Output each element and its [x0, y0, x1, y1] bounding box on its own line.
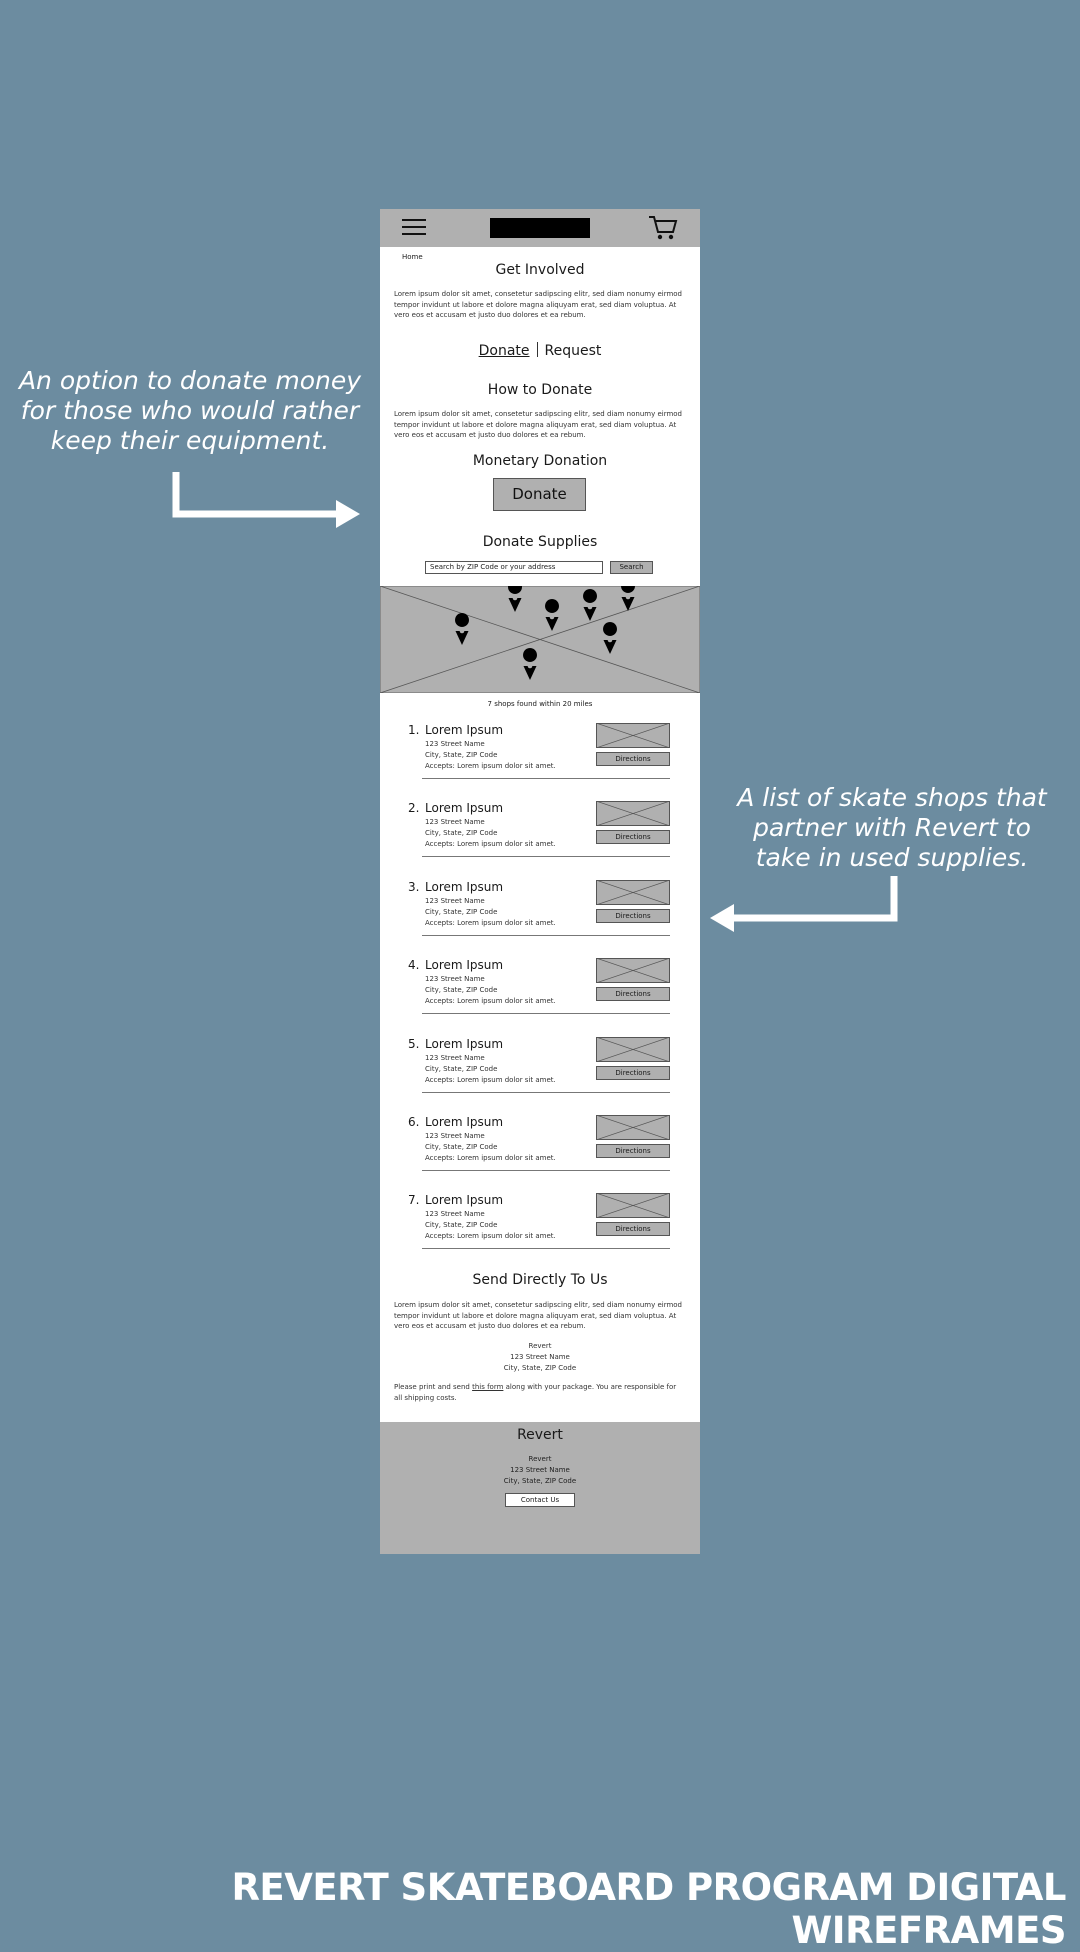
- shop-street: 123 Street Name: [425, 975, 485, 984]
- shop-divider: [422, 778, 670, 779]
- tab-divider: [537, 342, 538, 357]
- shop-list-item: [380, 801, 700, 879]
- shop-accepts: Accepts: Lorem ipsum dolor sit amet.: [425, 1232, 556, 1241]
- shop-divider: [422, 1092, 670, 1093]
- directions-button[interactable]: Directions: [596, 830, 670, 844]
- shop-image-placeholder: [596, 880, 670, 905]
- send-directly-text: Lorem ipsum dolor sit amet, consetetur sadipscing elitr, sed diam nonumy eirmod tempor invidunt ut labore et dolore magna aliquyam erat, sed diam voluptua. At vero eos et accusam et justo duo dolores et ea rebum.: [394, 1301, 682, 1330]
- shop-list-item: [380, 723, 700, 801]
- address-line: City, State, ZIP Code: [503, 1364, 577, 1372]
- shop-accepts: Accepts: Lorem ipsum dolor sit amet.: [425, 762, 556, 770]
- arrow-right-icon: [166, 470, 366, 530]
- contact-us-button[interactable]: Contact Us: [505, 1493, 575, 1507]
- shop-street: 123 Street Name: [425, 818, 485, 827]
- shop-list-item: [380, 1115, 700, 1193]
- footer-address: [380, 1454, 700, 1487]
- footer-address-line: 123 Street Name: [510, 1466, 570, 1474]
- shop-city: City, State, ZIP Code: [425, 907, 498, 916]
- shop-city: City, State, ZIP Code: [425, 986, 498, 995]
- how-to-donate-text: Lorem ipsum dolor sit amet, consetetur sadipscing elitr, sed diam nonumy eirmod tempor invidunt ut labore et dolore magna aliquyam erat, sed diam voluptua. At vero eos et accusam et justo duo dolores et ea rebum.: [394, 410, 682, 439]
- shop-street: 123 Street Name: [425, 1210, 485, 1219]
- annotation-skate-shops: A list of skate shops that partner with Revert to take in used supplies.: [737, 783, 1047, 872]
- shop-accepts: Accepts: Lorem ipsum dolor sit amet.: [425, 918, 556, 927]
- phone-wireframe: [380, 209, 700, 1554]
- shop-city: City, State, ZIP Code: [425, 829, 498, 838]
- shop-image-placeholder: [596, 801, 670, 826]
- print-note-prefix: Please print and send: [394, 1383, 473, 1391]
- directions-button[interactable]: Directions: [596, 1066, 670, 1080]
- shop-list-item: [380, 880, 700, 958]
- shop-divider: [422, 1013, 670, 1014]
- directions-button[interactable]: Directions: [596, 752, 670, 766]
- breadcrumb[interactable]: Home: [402, 253, 423, 261]
- shop-name[interactable]: Lorem Ipsum: [425, 1036, 504, 1051]
- shop-city: City, State, ZIP Code: [425, 751, 498, 759]
- footer-address-line: Revert: [528, 1455, 552, 1463]
- shop-accepts: Accepts: Lorem ipsum dolor sit amet.: [425, 997, 556, 1006]
- logo-placeholder[interactable]: [490, 218, 590, 238]
- shop-list-item: [380, 1193, 700, 1271]
- shop-number: 2.: [408, 801, 420, 816]
- hamburger-menu-icon[interactable]: [402, 219, 426, 237]
- shop-street: 123 Street Name: [425, 1131, 485, 1140]
- zip-search-input[interactable]: Search by ZIP Code or your address: [425, 561, 603, 574]
- tab-request[interactable]: Request: [544, 343, 602, 359]
- shop-name[interactable]: Lorem Ipsum: [425, 723, 504, 737]
- shop-number: 1.: [408, 723, 420, 737]
- shop-city: City, State, ZIP Code: [425, 1064, 498, 1073]
- shop-street: 123 Street Name: [425, 896, 485, 905]
- shop-street: 123 Street Name: [425, 740, 485, 748]
- footer-title: Revert: [517, 1427, 563, 1443]
- shop-name[interactable]: Lorem Ipsum: [425, 1193, 504, 1208]
- shop-number: 3.: [408, 879, 420, 894]
- shop-list-item: [380, 958, 700, 1036]
- get-involved-text: Lorem ipsum dolor sit amet, consetetur sadipscing elitr, sed diam nonumy eirmod tempor invidunt ut labore et dolore magna aliquyam erat, sed diam voluptua. At vero eos et accusam et justo duo dolores et ea rebum.: [394, 290, 682, 319]
- shop-number: 6.: [408, 1114, 420, 1129]
- revert-address: [380, 1341, 700, 1374]
- search-button[interactable]: Search: [610, 561, 653, 574]
- get-involved-heading: Get Involved: [495, 262, 585, 278]
- directions-button[interactable]: Directions: [596, 987, 670, 1001]
- shop-city: City, State, ZIP Code: [425, 1221, 498, 1230]
- shop-name[interactable]: Lorem Ipsum: [425, 1114, 504, 1129]
- this-form-link[interactable]: this form: [472, 1383, 504, 1391]
- shop-accepts: Accepts: Lorem ipsum dolor sit amet.: [425, 840, 556, 849]
- donate-button[interactable]: Donate: [493, 478, 586, 511]
- shop-image-placeholder: [596, 1115, 670, 1140]
- print-note-suffix: along with your package. You are responsible for all shipping costs.: [394, 1383, 677, 1402]
- shop-name[interactable]: Lorem Ipsum: [425, 958, 504, 973]
- shop-divider: [422, 1248, 670, 1249]
- shop-accepts: Accepts: Lorem ipsum dolor sit amet.: [425, 1153, 556, 1162]
- shop-list-item: [380, 1037, 700, 1115]
- shop-divider: [422, 856, 670, 857]
- shop-image-placeholder: [596, 1037, 670, 1062]
- shop-name[interactable]: Lorem Ipsum: [425, 879, 504, 894]
- directions-button[interactable]: Directions: [596, 909, 670, 923]
- shop-image-placeholder: [596, 1193, 670, 1218]
- print-form-note: [394, 1382, 686, 1403]
- directions-button[interactable]: Directions: [596, 1222, 670, 1236]
- shop-image-placeholder: [596, 958, 670, 983]
- address-line: 123 Street Name: [510, 1353, 570, 1361]
- monetary-donation-heading: Monetary Donation: [472, 453, 608, 469]
- tab-donate[interactable]: Donate: [478, 343, 530, 359]
- send-directly-heading: Send Directly To Us: [472, 1272, 608, 1288]
- cart-icon[interactable]: [648, 214, 678, 242]
- shop-number: 5.: [408, 1036, 420, 1051]
- shop-number: 4.: [408, 958, 420, 973]
- shop-accepts: Accepts: Lorem ipsum dolor sit amet.: [425, 1075, 556, 1084]
- wireframes-title: REVERT SKATEBOARD PROGRAM DIGITAL WIREFRAMES: [231, 1866, 1066, 1952]
- arrow-left-icon: [706, 874, 906, 934]
- directions-button[interactable]: Directions: [596, 1144, 670, 1158]
- donate-request-tabs: [380, 342, 700, 359]
- shop-divider: [422, 1170, 670, 1171]
- shop-city: City, State, ZIP Code: [425, 1142, 498, 1151]
- map-placeholder[interactable]: [380, 586, 700, 693]
- top-nav-bar: [380, 209, 700, 247]
- page-footer: [380, 1422, 700, 1554]
- shops-found-count: 7 shops found within 20 miles: [487, 700, 593, 708]
- how-to-donate-heading: How to Donate: [487, 382, 593, 398]
- shop-list: [380, 723, 700, 1272]
- shop-divider: [422, 935, 670, 936]
- footer-address-line: City, State, ZIP Code: [503, 1477, 577, 1485]
- donate-supplies-heading: Donate Supplies: [482, 534, 598, 550]
- annotation-donate-money: An option to donate money for those who would rather keep their equipment.: [18, 366, 362, 455]
- shop-number: 7.: [408, 1193, 420, 1208]
- shop-image-placeholder: [596, 723, 670, 748]
- shop-street: 123 Street Name: [425, 1053, 485, 1062]
- address-line: Revert: [528, 1342, 552, 1350]
- shop-name[interactable]: Lorem Ipsum: [425, 801, 504, 816]
